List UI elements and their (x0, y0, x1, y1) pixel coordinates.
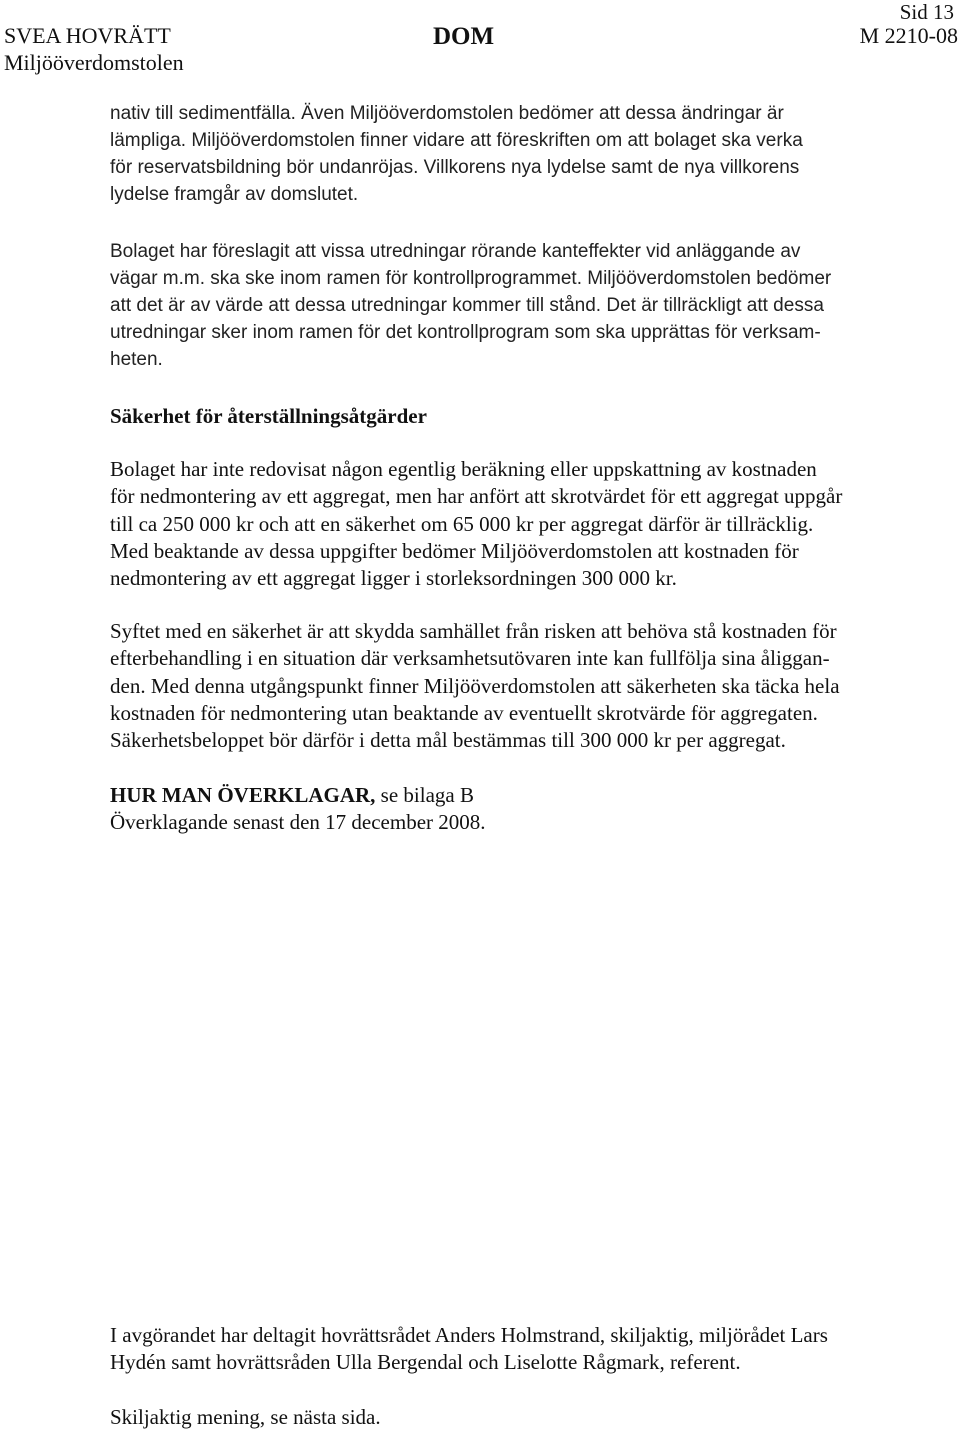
text-line: kostnaden för nedmontering utan beaktande av eventuellt skrotvärde för aggregaten. (110, 700, 818, 725)
text-line: utredningar sker inom ramen för det kontrollprogram som ska upprättas för verksam- (110, 322, 821, 343)
text-line: vägar m.m. ska ske inom ramen för kontrollprogrammet. Miljööverdomstolen bedömer (110, 268, 832, 289)
text-line: nedmontering av ett aggregat ligger i storleksordningen 300 000 kr. (110, 566, 677, 591)
text-line: Bolaget har inte redovisat någon egentlig beräkning eller uppskattning av kostnaden (110, 457, 817, 481)
section-heading-block (110, 403, 930, 430)
court-division: Miljööverdomstolen (4, 50, 184, 75)
appeal-deadline: Överklagande senast den 17 december 2008. (110, 810, 486, 835)
text-line: lämpliga. Miljööverdomstolen finner vidare att föreskriften om att bolaget ska verka (110, 130, 803, 151)
text-line: Bolaget har föreslagit att vissa utredningar rörande kanteffekter vid anläggande av (110, 241, 801, 262)
paragraph-kanteffekter (110, 238, 930, 373)
court-name: SVEA HOVRÄTT (4, 23, 171, 48)
paragraph-kostnad (110, 456, 930, 592)
paragraph (110, 100, 930, 208)
text-line: Syftet med en säkerhet är att skydda samhället från risken att behöva stå kostnaden för (110, 619, 837, 643)
text-line: för nedmontering av ett aggregat, men har anfört att skrotvärdet för ett aggregat uppgår (110, 484, 843, 509)
dissent-note-block (110, 1404, 930, 1431)
text-line: efterbehandling i en situation där verksamhetsutövaren inte kan fullfölja sina åliggan- (110, 646, 830, 671)
paragraph-syfte (110, 618, 930, 754)
paragraph (110, 618, 930, 754)
participants-block (110, 1322, 930, 1377)
text-line: nativ till sedimentfälla. Även Miljööverdomstolen bedömer att dessa ändringar är (110, 103, 784, 124)
paragraph (110, 1322, 930, 1377)
text-line: den. Med denna utgångspunkt finner Miljööverdomstolen att säkerheten ska täcka hela (110, 673, 840, 698)
text-line: till ca 250 000 kr och att en säkerhet om 65 000 kr per aggregat därför är tillräcklig. (110, 511, 814, 536)
paragraph (110, 238, 930, 373)
dissent-note: Skiljaktig mening, se nästa sida. (110, 1405, 381, 1429)
text-line: för reservatsbildning bör undanröjas. Villkorens nya lydelse samt de nya villkorens (110, 157, 800, 178)
case-number: M 2210-08 (859, 23, 958, 48)
section-heading: Säkerhet för återställningsåtgärder (110, 404, 427, 428)
text-line: Hydén samt hovrättsråden Ulla Bergendal och Liselotte Rågmark, referent. (110, 1350, 741, 1375)
paragraph-reservat (110, 100, 930, 208)
text-line: heten. (110, 349, 163, 370)
text-line: Säkerhetsbeloppet bör därför i detta mål bestämmas till 300 000 kr per aggregat. (110, 728, 786, 753)
document-type: DOM (433, 23, 495, 50)
page-number: Sid 13 (899, 0, 954, 24)
court-name-block (4, 22, 184, 76)
appeal-title: HUR MAN ÖVERKLAGAR, (110, 783, 376, 807)
appeal-reference: se bilaga B (375, 783, 474, 807)
document-header (4, 22, 958, 78)
text-line: lydelse framgår av domslutet. (110, 184, 359, 205)
appeal-line (110, 782, 930, 809)
paragraph (110, 782, 930, 837)
paragraph (110, 456, 930, 592)
text-line: att det är av värde att dessa utredningar kommer till stånd. Det är tillräckligt att dessa (110, 295, 824, 316)
appeal-instructions (110, 782, 930, 837)
text-line: I avgörandet har deltagit hovrättsrådet Anders Holmstrand, skiljaktig, miljörådet Lars (110, 1323, 828, 1347)
text-line: Med beaktande av dessa uppgifter bedömer Miljööverdomstolen att kostnaden för (110, 538, 799, 563)
